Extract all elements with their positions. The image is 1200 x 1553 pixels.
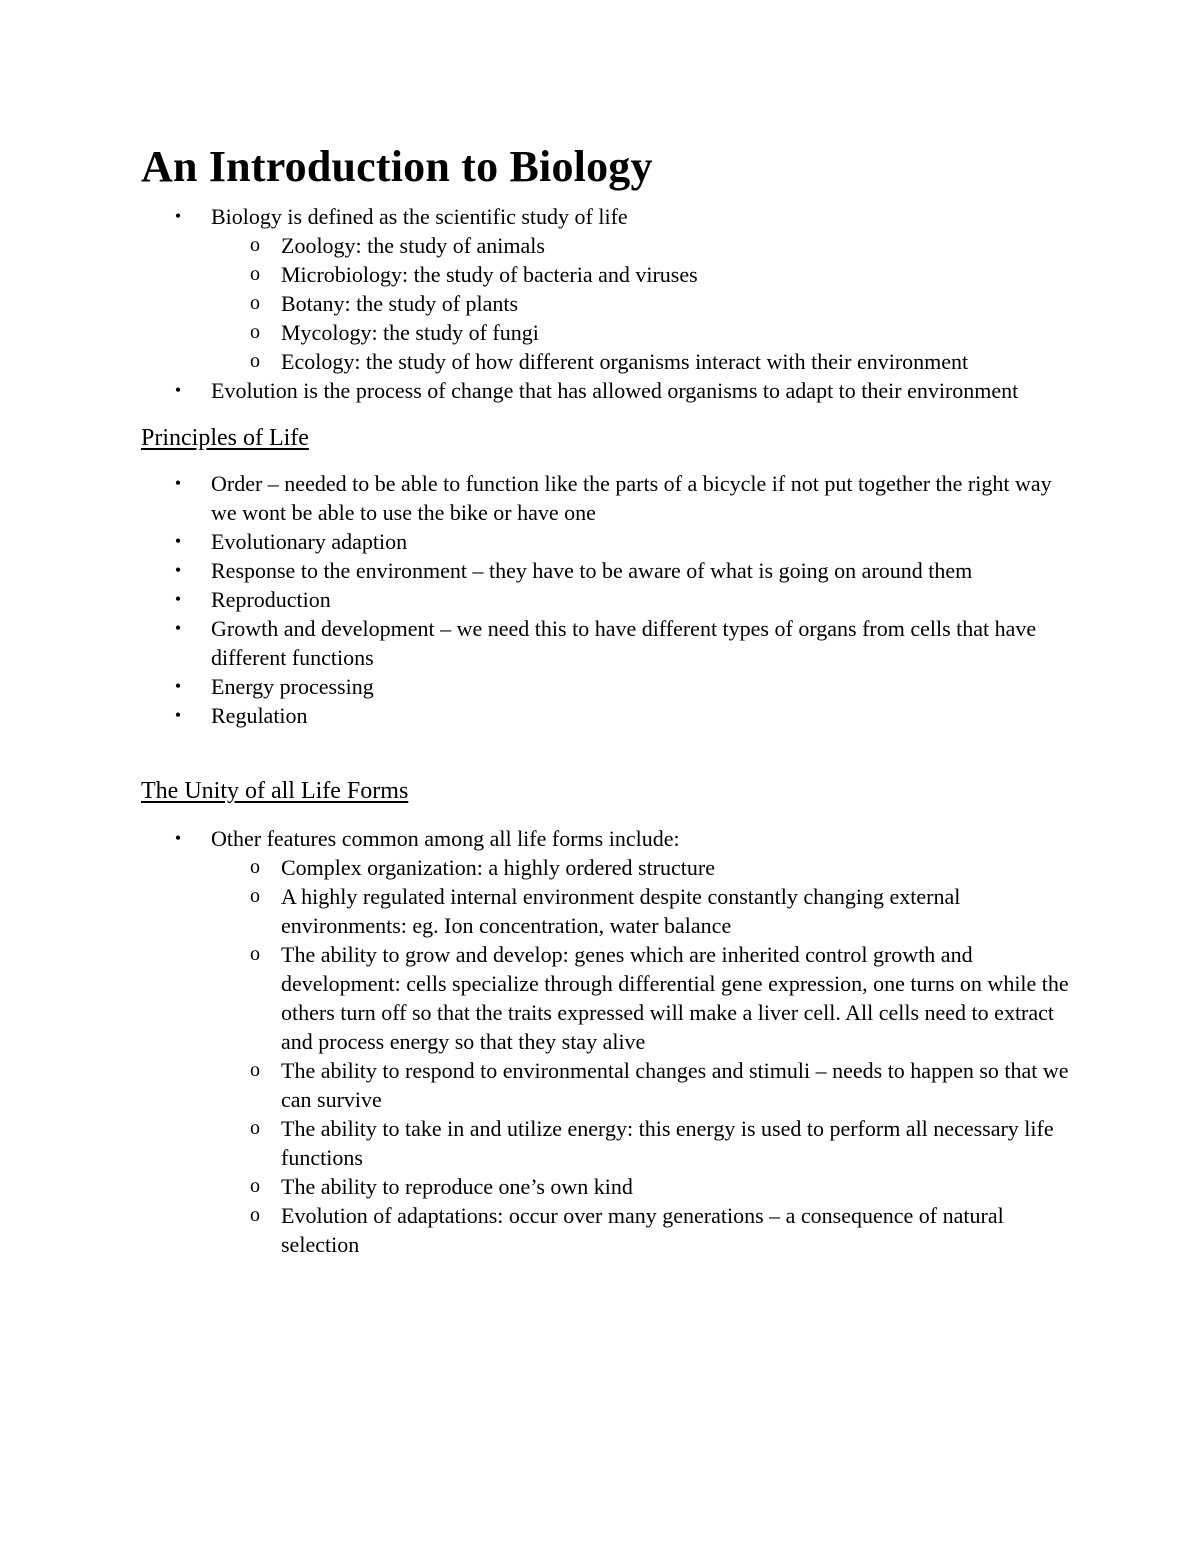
principles-list xyxy=(141,469,1081,730)
sub-list-item xyxy=(211,1201,1081,1259)
list-item-text: Growth and development – we need this to have different types of organs from cells that have different functions xyxy=(211,616,1037,670)
bullet-marker: • xyxy=(174,676,182,696)
bullet-marker: • xyxy=(174,473,182,493)
sub-list-item xyxy=(211,231,1081,260)
sub-bullet-marker: o xyxy=(250,350,260,372)
bullet-marker: • xyxy=(174,618,182,638)
list-item xyxy=(141,556,1081,585)
document-page xyxy=(141,138,1081,1259)
bullet-marker: • xyxy=(174,705,182,725)
sub-list-item xyxy=(211,1114,1081,1172)
section-heading-unity: The Unity of all Life Forms xyxy=(141,778,409,804)
list-item xyxy=(141,701,1081,730)
sub-list-item xyxy=(211,853,1081,882)
bullet-marker: • xyxy=(174,828,182,848)
sub-list-item-text: Botany: the study of plants xyxy=(281,291,519,316)
sub-list-item-text: The ability to take in and utilize energy: this energy is used to perform all necessary life functions xyxy=(281,1116,1054,1170)
bullet-marker: • xyxy=(174,380,182,400)
sub-list-item-text: Ecology: the study of how different organisms interact with their environment xyxy=(281,349,969,374)
bullet-marker: • xyxy=(174,531,182,551)
page-title: An Introduction to Biology xyxy=(141,142,653,191)
sub-list xyxy=(211,231,1081,376)
list-item-text: Energy processing xyxy=(211,674,374,699)
sub-list-item-text: A highly regulated internal environment despite constantly changing external environments: eg. Ion concentration, water balance xyxy=(281,884,961,938)
sub-list-item xyxy=(211,1172,1081,1201)
list-item xyxy=(141,527,1081,556)
sub-list-item-text: Microbiology: the study of bacteria and viruses xyxy=(281,262,698,287)
sub-bullet-marker: o xyxy=(250,234,260,256)
sub-list-item-text: Evolution of adaptations: occur over many generations – a consequence of natural selection xyxy=(281,1203,1004,1257)
list-item-text: Order – needed to be able to function like the parts of a bicycle if not put together the right way we wont be able to use the bike or have one xyxy=(211,471,1052,525)
bullet-marker: • xyxy=(174,589,182,609)
sub-list-item xyxy=(211,260,1081,289)
sub-bullet-marker: o xyxy=(250,885,260,907)
sub-bullet-marker: o xyxy=(250,1059,260,1081)
list-item xyxy=(141,202,1081,376)
list-item-text: Evolution is the process of change that has allowed organisms to adapt to their environment xyxy=(211,378,1019,403)
sub-bullet-marker: o xyxy=(250,943,260,965)
bullet-marker: • xyxy=(174,206,182,226)
list-item-text: Regulation xyxy=(211,703,308,728)
bullet-marker: • xyxy=(174,560,182,580)
sub-bullet-marker: o xyxy=(250,292,260,314)
list-item-text: Other features common among all life forms include: xyxy=(211,826,680,851)
sub-bullet-marker: o xyxy=(250,263,260,285)
sub-list-item-text: Zoology: the study of animals xyxy=(281,233,545,258)
sub-list-item xyxy=(211,1056,1081,1114)
sub-bullet-marker: o xyxy=(250,1117,260,1139)
sub-list-item xyxy=(211,289,1081,318)
list-item xyxy=(141,376,1081,405)
sub-bullet-marker: o xyxy=(250,856,260,878)
section-heading-principles: Principles of Life xyxy=(141,425,309,451)
list-item-text: Response to the environment – they have to be aware of what is going on around them xyxy=(211,558,973,583)
list-item xyxy=(141,824,1081,1259)
list-item-text: Biology is defined as the scientific study of life xyxy=(211,204,628,229)
list-item xyxy=(141,585,1081,614)
sub-list-item-text: Complex organization: a highly ordered structure xyxy=(281,855,715,880)
sub-bullet-marker: o xyxy=(250,321,260,343)
sub-list-item-text: The ability to reproduce one’s own kind xyxy=(281,1174,633,1199)
sub-bullet-marker: o xyxy=(250,1204,260,1226)
list-item-text: Evolutionary adaption xyxy=(211,529,408,554)
sub-list-item-text: The ability to respond to environmental changes and stimuli – needs to happen so that we can survive xyxy=(281,1058,1069,1112)
sub-list-item-text: The ability to grow and develop: genes which are inherited control growth and development: cells specialize through differential gene expression, one turns on while the others turn off so that the traits expressed will make a liver cell. All cells need to extract and process energy so that they stay alive xyxy=(281,942,1069,1054)
sub-list-item xyxy=(211,318,1081,347)
sub-list-item xyxy=(211,347,1081,376)
list-item xyxy=(141,469,1081,527)
list-item xyxy=(141,672,1081,701)
list-item xyxy=(141,614,1081,672)
sub-list-item xyxy=(211,940,1081,1056)
unity-list xyxy=(141,824,1081,1259)
sub-list xyxy=(211,853,1081,1259)
intro-list xyxy=(141,202,1081,405)
list-item-text: Reproduction xyxy=(211,587,331,612)
sub-list-item-text: Mycology: the study of fungi xyxy=(281,320,539,345)
sub-bullet-marker: o xyxy=(250,1175,260,1197)
sub-list-item xyxy=(211,882,1081,940)
